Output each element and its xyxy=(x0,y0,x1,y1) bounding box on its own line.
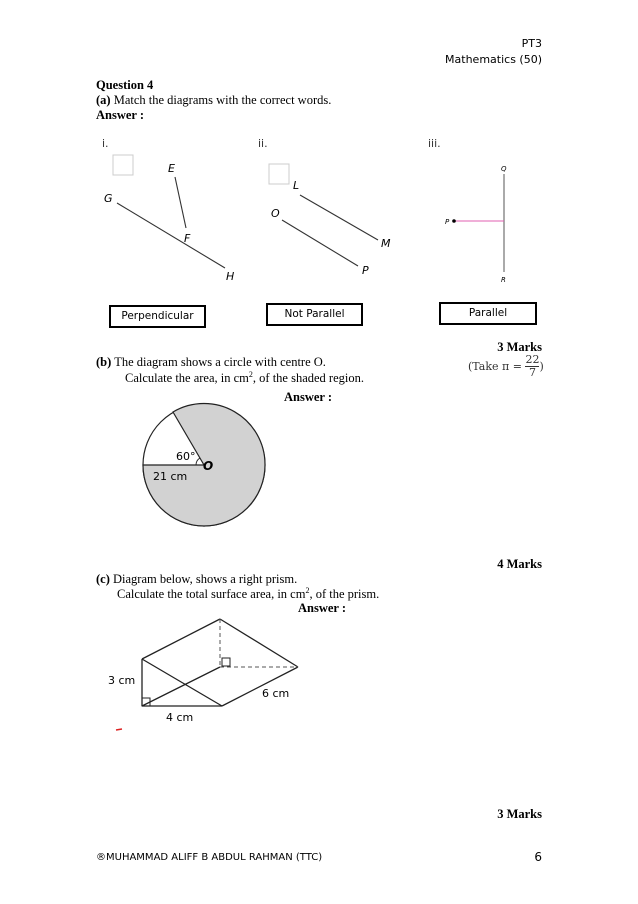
part-c-label: (c) xyxy=(96,572,110,586)
right-angle-marker-back xyxy=(222,658,230,666)
word-box-not-parallel: Not Parallel xyxy=(266,303,363,326)
part-c-answer-label: Answer : xyxy=(298,601,347,615)
question-title: Question 4 xyxy=(96,78,154,92)
word-box-perpendicular: Perpendicular xyxy=(109,305,206,328)
part-b-text: The diagram shows a circle with centre O. xyxy=(114,355,326,369)
point-r-label: R xyxy=(501,276,506,284)
point-p3-label: P xyxy=(445,218,450,226)
word-box-parallel: Parallel xyxy=(439,302,537,325)
radius-label: 21 cm xyxy=(153,470,188,483)
take-pi-note xyxy=(468,354,544,379)
prism-top-ridge xyxy=(220,619,298,667)
part-b-answer-label: Answer : xyxy=(284,390,333,404)
dim-length-label: 6 cm xyxy=(262,687,290,700)
part-b-instruction-end: , of the shaded region. xyxy=(252,371,364,386)
point-q-label: Q xyxy=(501,165,507,173)
part-b-instruction xyxy=(125,370,364,386)
footer-author: ®MUHAMMAD ALIFF B ABDUL RAHMAN (TTC) xyxy=(96,852,323,863)
figure-ii xyxy=(269,164,391,277)
figure-i xyxy=(104,155,234,283)
line-op xyxy=(282,220,358,266)
angle-label: 60° xyxy=(176,450,196,463)
diagram-label-i: i. xyxy=(102,137,109,150)
part-c-marks: 3 Marks xyxy=(497,807,542,821)
line-gh xyxy=(117,203,225,268)
header-paper: Mathematics (50) xyxy=(445,53,542,66)
part-c-instruction xyxy=(117,586,379,602)
point-h-label: H xyxy=(226,270,235,283)
point-p-dot xyxy=(452,219,456,223)
prism-hidden-diagonal xyxy=(142,667,220,706)
point-m-label: M xyxy=(381,237,391,250)
dim-base-label: 4 cm xyxy=(166,711,194,724)
point-o-label: O xyxy=(271,207,280,220)
answer-box-i[interactable] xyxy=(113,155,133,175)
part-b-label: (b) xyxy=(96,355,112,369)
point-e-label: E xyxy=(168,162,175,175)
part-c-text: Diagram below, shows a right prism. xyxy=(113,572,298,586)
part-a-answer-label: Answer : xyxy=(96,108,145,122)
page-number: 6 xyxy=(534,850,542,864)
pi-fraction xyxy=(525,354,539,379)
part-b-marks: 4 Marks xyxy=(497,557,542,571)
part-c-instruction-sup: 2 xyxy=(305,586,310,595)
red-mark xyxy=(116,729,122,730)
part-c-instruction-end: , of the prism. xyxy=(309,587,380,602)
point-l-label: L xyxy=(293,179,300,192)
circle-diagram xyxy=(140,400,270,530)
point-g-label: G xyxy=(104,192,113,205)
pi-denominator: 7 xyxy=(528,366,536,379)
centre-label: O xyxy=(203,459,214,473)
answer-box-ii[interactable] xyxy=(269,164,289,184)
part-c-question xyxy=(96,572,297,587)
diagram-label-iii: iii. xyxy=(428,137,441,150)
point-f-label: F xyxy=(184,232,191,245)
diagram-label-ii: ii. xyxy=(258,137,268,150)
take-pi-close: ) xyxy=(539,360,544,373)
take-pi-text: (Take π = xyxy=(468,360,522,373)
prism-top-left-edge xyxy=(142,619,220,659)
part-a-marks: 3 Marks xyxy=(497,340,542,354)
line-ef xyxy=(175,177,186,228)
part-a-text: Match the diagrams with the correct words. xyxy=(113,93,332,107)
figure-iii xyxy=(445,165,507,284)
pi-numerator: 22 xyxy=(525,353,540,366)
prism-slant-front xyxy=(142,659,222,706)
part-a-label: (a) xyxy=(96,93,111,107)
part-c-instruction-text: Calculate the total surface area, in cm xyxy=(117,587,306,602)
point-p-label: P xyxy=(362,264,369,277)
part-b-question xyxy=(96,355,326,370)
prism-diagram xyxy=(100,612,320,738)
part-b-instruction-sup: 2 xyxy=(248,370,253,379)
part-a-diagrams xyxy=(0,0,638,330)
dim-height-label: 3 cm xyxy=(108,674,136,687)
header-subject: PT3 xyxy=(521,37,542,50)
part-b-instruction-text: Calculate the area, in cm xyxy=(125,371,249,386)
line-lm xyxy=(300,195,378,240)
